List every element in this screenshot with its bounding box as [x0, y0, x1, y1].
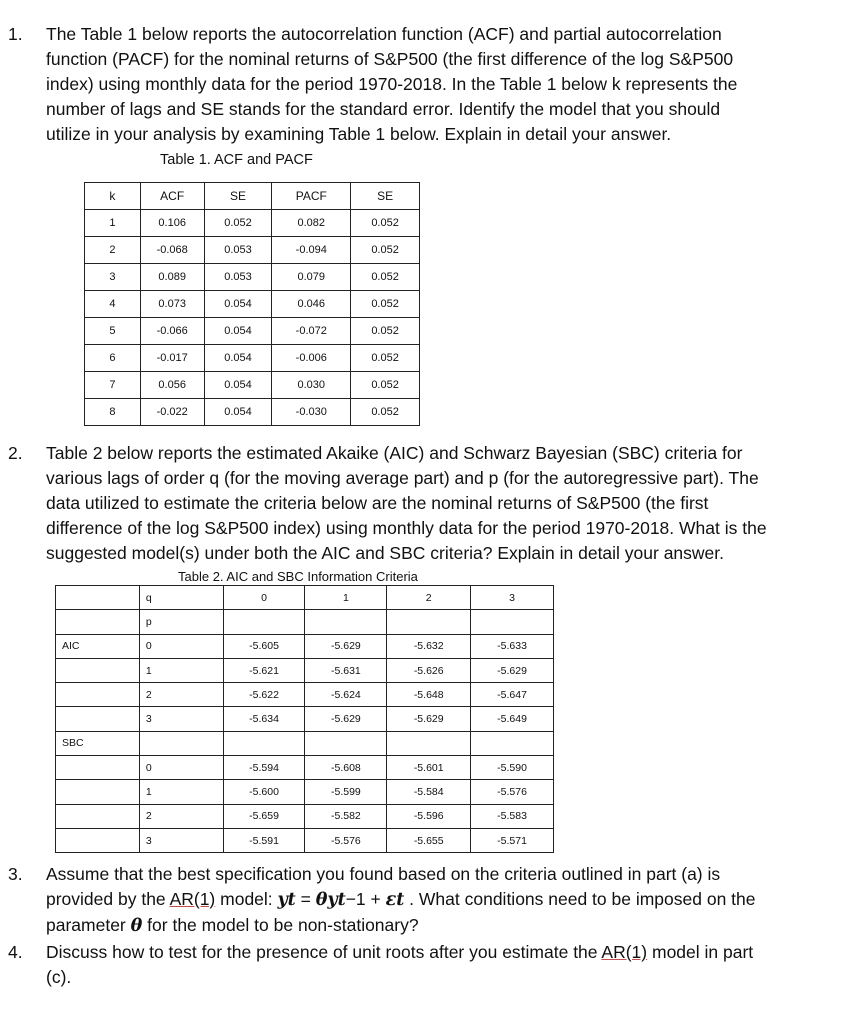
table-row: [56, 780, 554, 804]
table-cell: 0.056: [140, 372, 204, 399]
question-3-line: Assume that the best specification you found based on the criteria outlined in part (a) is: [46, 864, 721, 884]
question-1-line: index) using monthly data for the period 1970-2018. In the Table 1 below k represents the: [46, 74, 738, 94]
table-cell: -0.030: [272, 399, 351, 426]
table-cell: -5.632: [387, 634, 471, 658]
table-cell: 0.052: [204, 210, 272, 237]
table-cell: 3: [85, 264, 141, 291]
table-cell: -5.659: [223, 804, 305, 828]
table-cell: 0.054: [204, 345, 272, 372]
question-4-line: [46, 940, 853, 965]
q-label: q: [139, 586, 223, 610]
text-run: . What conditions need to be imposed on the: [404, 889, 756, 909]
table-cell: -5.621: [223, 658, 305, 682]
table-cell: -5.594: [223, 756, 305, 780]
table-cell: 0.052: [351, 399, 420, 426]
ar1-term: AR(1): [169, 889, 216, 909]
table-cell: -0.094: [272, 237, 351, 264]
table-cell: 0.053: [204, 237, 272, 264]
table-cell: -5.655: [387, 828, 471, 852]
table-cell: -5.624: [305, 683, 387, 707]
table-cell: 4: [85, 291, 141, 318]
table-row: [56, 634, 554, 658]
table-row: [85, 345, 420, 372]
text-run: model:: [215, 889, 278, 909]
question-2-line: data utilized to estimate the criteria below are the nominal returns of S&P500 (the first: [46, 493, 709, 513]
p-value: 2: [139, 804, 223, 828]
table-cell: 0.054: [204, 399, 272, 426]
question-2-line: suggested model(s) under both the AIC and SBC criteria? Explain in detail your answer.: [46, 543, 725, 563]
table-row: [56, 756, 554, 780]
question-4-text: [46, 940, 853, 990]
table-cell: -5.576: [305, 828, 387, 852]
header-k: k: [85, 183, 141, 210]
table-cell: -5.626: [387, 658, 471, 682]
table-cell: -5.582: [305, 804, 387, 828]
table-cell: 0.046: [272, 291, 351, 318]
table-row: [56, 828, 554, 852]
table-cell: -5.608: [305, 756, 387, 780]
table-cell: 0.073: [140, 291, 204, 318]
table-row: [56, 658, 554, 682]
p-label: p: [139, 610, 223, 634]
question-1-line: function (PACF) for the nominal returns of S&P500 (the first difference of the log S&P500: [46, 49, 734, 69]
table-cell: 0.052: [351, 372, 420, 399]
table-cell: 0.079: [272, 264, 351, 291]
text-run: for the model to be non-stationary?: [142, 915, 419, 935]
table-cell: -0.006: [272, 345, 351, 372]
question-3-number: 3.: [8, 864, 23, 884]
table-cell: -5.599: [305, 780, 387, 804]
table-cell: -5.649: [471, 707, 554, 731]
header-acf: ACF: [140, 183, 204, 210]
table-2-caption: Table 2. AIC and SBC Information Criteria: [178, 569, 418, 584]
table-cell: 0.030: [272, 372, 351, 399]
table-header-row: [85, 183, 420, 210]
p-value: 1: [139, 658, 223, 682]
question-2-line: Table 2 below reports the estimated Akaike (AIC) and Schwarz Bayesian (SBC) criteria for: [46, 443, 743, 463]
table-cell: -5.576: [471, 780, 554, 804]
table-cell: -5.629: [387, 707, 471, 731]
table-cell: 5: [85, 318, 141, 345]
question-1-line: number of lags and SE stands for the standard error. Identify the model that you should: [46, 99, 721, 119]
text-run: parameter: [46, 915, 131, 935]
table-cell: 0.052: [351, 318, 420, 345]
p-value: 2: [139, 683, 223, 707]
question-1-number: 1.: [8, 24, 23, 44]
equation-term: θyt: [315, 890, 346, 910]
table-1-caption: Table 1. ACF and PACF: [160, 152, 313, 168]
table-cell: -5.590: [471, 756, 554, 780]
question-2-number: 2.: [8, 443, 23, 463]
table-cell: 0.106: [140, 210, 204, 237]
table-cell: -0.068: [140, 237, 204, 264]
question-1-line: The Table 1 below reports the autocorrelation function (ACF) and partial autocorrelation: [46, 24, 722, 44]
text-run: −1 +: [345, 889, 386, 909]
table-row: [56, 707, 554, 731]
question-1-line: utilize in your analysis by examining Table 1 below. Explain in detail your answer.: [46, 124, 672, 144]
question-4-line: (c).: [46, 967, 72, 987]
q-value: 1: [305, 586, 387, 610]
table-cell: 0.052: [351, 237, 420, 264]
equation-term: yt: [277, 890, 296, 910]
table-row: [56, 683, 554, 707]
theta-symbol: θ: [130, 916, 143, 936]
table-cell: 0.082: [272, 210, 351, 237]
table-cell: -0.022: [140, 399, 204, 426]
aic-sbc-table: [55, 585, 554, 853]
ar1-term: AR(1): [601, 942, 648, 962]
table-cell: 0.052: [351, 210, 420, 237]
table-row: [85, 291, 420, 318]
p-value: 3: [139, 707, 223, 731]
table-row: [85, 372, 420, 399]
table-row: [56, 731, 554, 755]
table-cell: -5.605: [223, 634, 305, 658]
text-run: model in part: [647, 942, 754, 962]
table-cell: -5.648: [387, 683, 471, 707]
table-row: [85, 264, 420, 291]
q-header-row: [56, 586, 554, 610]
p-value: 1: [139, 780, 223, 804]
question-3-line: [46, 887, 853, 913]
equation-term: εt: [385, 890, 405, 910]
table-cell: -5.571: [471, 828, 554, 852]
aic-label: AIC: [56, 634, 140, 658]
table-cell: -5.591: [223, 828, 305, 852]
table-cell: -5.629: [471, 658, 554, 682]
question-2-line: difference of the log S&P500 index) using monthly data for the period 1970-2018. What is the: [46, 518, 767, 538]
question-3-text: [46, 862, 853, 939]
question-1-text: [46, 22, 853, 147]
table-row: [85, 237, 420, 264]
text-run: provided by the: [46, 889, 170, 909]
table-cell: -5.596: [387, 804, 471, 828]
text-run: =: [295, 889, 316, 909]
q-value: 2: [387, 586, 471, 610]
table-cell: -5.601: [387, 756, 471, 780]
table-cell: 8: [85, 399, 141, 426]
table-cell: -5.647: [471, 683, 554, 707]
table-row: [85, 210, 420, 237]
table-cell: -5.622: [223, 683, 305, 707]
table-cell: 0.054: [204, 291, 272, 318]
table-row: [85, 318, 420, 345]
table-cell: -5.629: [305, 707, 387, 731]
p-value: 0: [139, 634, 223, 658]
table-cell: -5.633: [471, 634, 554, 658]
table-cell: -0.017: [140, 345, 204, 372]
table-row: [56, 804, 554, 828]
table-cell: 0.054: [204, 372, 272, 399]
q-value: 0: [223, 586, 305, 610]
table-cell: 0.052: [351, 291, 420, 318]
p-value: 3: [139, 828, 223, 852]
question-2-line: various lags of order q (for the moving average part) and p (for the autoregressive part). The: [46, 468, 759, 488]
table-cell: 0.054: [204, 318, 272, 345]
table-cell: 2: [85, 237, 141, 264]
table-cell: 6: [85, 345, 141, 372]
header-pacf: PACF: [272, 183, 351, 210]
table-row: [85, 399, 420, 426]
question-3-line: [46, 913, 853, 939]
sbc-label: SBC: [56, 731, 140, 755]
question-4-number: 4.: [8, 942, 23, 962]
table-cell: -0.066: [140, 318, 204, 345]
q-value: 3: [471, 586, 554, 610]
table-cell: -5.600: [223, 780, 305, 804]
table-cell: -0.072: [272, 318, 351, 345]
table-cell: 0.052: [351, 345, 420, 372]
table-cell: 0.053: [204, 264, 272, 291]
p-value: 0: [139, 756, 223, 780]
text-run: Discuss how to test for the presence of unit roots after you estimate the: [46, 942, 602, 962]
table-cell: 1: [85, 210, 141, 237]
table-cell: -5.631: [305, 658, 387, 682]
question-2-text: [46, 441, 853, 566]
table-cell: -5.584: [387, 780, 471, 804]
acf-pacf-table: [84, 182, 420, 426]
table-cell: 7: [85, 372, 141, 399]
table-cell: -5.583: [471, 804, 554, 828]
table-cell: 0.052: [351, 264, 420, 291]
table-cell: 0.089: [140, 264, 204, 291]
table-cell: -5.629: [305, 634, 387, 658]
p-header-row: [56, 610, 554, 634]
header-se: SE: [351, 183, 420, 210]
header-se: SE: [204, 183, 272, 210]
table-cell: -5.634: [223, 707, 305, 731]
